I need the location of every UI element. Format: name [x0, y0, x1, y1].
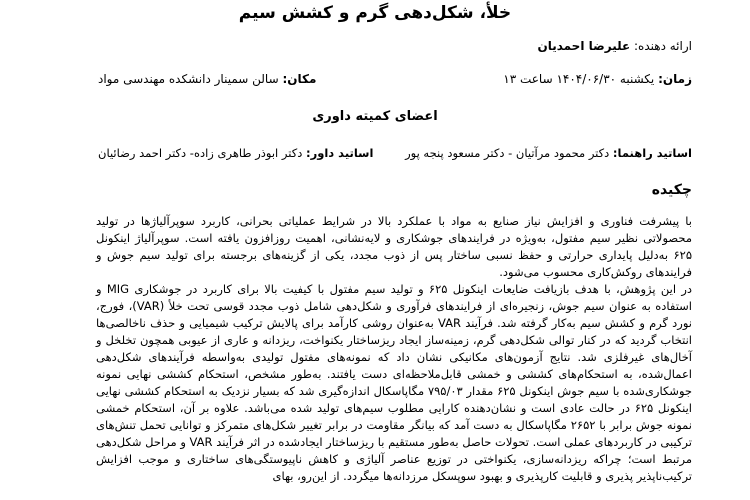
time-value: یکشنبه ۱۴۰۴/۰۶/۳۰ ساعت ۱۳ — [503, 72, 655, 86]
abstract-paragraph-1: با پیشرفت فناوری و افزایش نیاز صنایع به مواد با عملکرد بالا در شرایط عملیاتی بحرانی، کاربرد سوپرآلیاژها در تولید محصولاتی نظیر سیم مفتول، به‌ویژه در فرایندهای جوشکاری و لایه‌نشانی، اهمیت روزافزون یافته است. سوپرآلیاژ اینکونل ۶۲۵ به‌دلیل پایداری حرارتی و حفظ نسبی ساختار پس از ذوب مجدد، یکی از گزینه‌های برجسته برای تولید سیم جوش و فرایندهای روکش‌کاری محسوب می‌شود. — [96, 214, 692, 279]
advisors-value: دکتر محمود مرآتیان - دکتر مسعود پنجه پور — [405, 146, 610, 160]
time-label: زمان: — [658, 72, 692, 86]
committee-heading: اعضای کمیته داوری — [312, 109, 438, 124]
abstract-paragraph-2: در این پژوهش، با هدف بازیافت ضایعات اینکونل ۶۲۵ و تولید سیم مفتول با کیفیت بالا برای کاربرد در جوشکاری MIG و استفاده به عنوان سیم جوش، زنجیره‌ای از فرایندهای فرآوری و شکل‌دهی شامل ذوب مجدد قوسی تحت خلأ (VAR)، فورج، نورد گرم و کشش سیم به‌کار گرفته شد. فرآیند VAR به‌عنوان روشی کارآمد برای پالایش ترکیب شیمیایی و حذف ناخالصی‌ها انتخاب گردید که در کنار توالی شکل‌دهی گرم، زمینه‌ساز ایجاد ریزساختار یکنواخت، ریزدانه و عاری از عیوبی همچون تخلخل و آخال‌های غیرفلزی شد. نتایج آزمون‌های مکانیکی نشان داد که نمونه‌های مفتول تولیدی به‌واسطه فرآیندهای شکل‌دهی اعمال‌شده، به استحکام‌های کششی و خمشی قابل‌ملاحظه‌ای دست یافتند. به‌طور مشخص، استحکام کششی نهایی نمونه جوشکاری‌شده با سیم جوش اینکونل ۶۲۵ مقدار ۷۹۵/۰۳ مگاپاسکال اندازه‌گیری شد که بسیار نزدیک به استحکام کششی نهایی اینکونل ۶۲۵ در حالت عادی است و نشان‌دهنده کارایی مطلوب سیم‌های تولید شده می‌باشد. علاوه بر آن، استحکام خمشی نمونه جوش برابر با ۲۶۵۲ مگاپاسکال به دست آمد که بیانگر مقاومت در برابر تغییر شکل‌های متمرکز و توانایی تحمل تنش‌های ترکیبی در کاربردهای عملی است. تحولات حاصل به‌طور مستقیم با ریزساختار ایجادشده در اثر فرآیند VAR و مراحل شکل‌دهی مرتبط است؛ چراکه ریزدانه‌سازی، یکنواختی در توزیع عناصر آلیاژی و کاهش ناپیوستگی‌های ساختاری و موجب افزایش ترکیب‌ناپذیر پذیری و قابلیت کارپذیری و بهبود سوپسکل مرزدانه‌ها میگردد. از این‌رو، بهای — [96, 282, 693, 483]
time-info — [503, 70, 692, 88]
time-place-row — [98, 70, 692, 88]
advisors-info — [405, 144, 692, 162]
referees-label: اساتید داور: — [305, 146, 374, 160]
abstract-heading: چکیده — [651, 182, 692, 198]
presenter-name: علیرضا احمدیان — [537, 39, 631, 53]
place-label: مکان: — [282, 72, 317, 86]
page-title: خلأ، شکل‌دهی گرم و کشش سیم — [238, 3, 512, 23]
advisors-label: اساتید راهنما: — [612, 146, 692, 160]
abstract-body — [96, 213, 692, 485]
committee-row — [98, 144, 692, 162]
presenter-label: ارائه دهنده: — [634, 39, 692, 53]
referees-value: دکتر ابوذر طاهری زاده- دکتر احمد رضائیان — [98, 146, 303, 160]
place-info — [98, 70, 316, 88]
presenter-line — [537, 37, 692, 55]
referees-info — [98, 144, 373, 162]
place-value: سالن سمینار دانشکده مهندسی مواد — [98, 72, 279, 86]
